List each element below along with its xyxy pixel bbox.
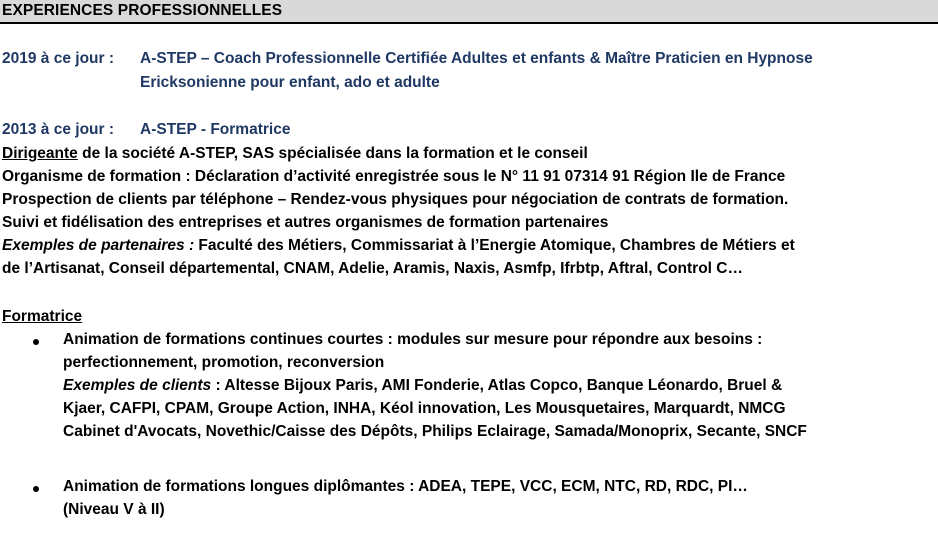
bullet1-line1: Animation de formations continues courtes : modules sur mesure pour répondre aux besoins : (63, 331, 763, 348)
job2-line2: Organisme de formation : Déclaration d’activité enregistrée sous le N° 11 91 07314 91 Région Ile de France (2, 168, 786, 185)
bullet1-clients-line (63, 377, 782, 395)
partners-label: Exemples de partenaires : (2, 237, 195, 254)
bullet1-line2: perfectionnement, promotion, reconversion (63, 354, 385, 371)
job1-period: 2019 à ce jour : (2, 50, 115, 67)
job2-line4: Suivi et fidélisation des entreprises et autres organismes de formation partenaires (2, 214, 609, 231)
section-header-band (0, 0, 938, 24)
bullet2-line2: (Niveau V à II) (63, 501, 165, 518)
bullet2-line1: Animation de formations longues diplômantes : ADEA, TEPE, VCC, ECM, NTC, RD, RDC, PI… (63, 478, 748, 495)
role-description: de la société A-STEP, SAS spécialisée dans la formation et le conseil (77, 145, 588, 162)
job2-partners-line2: de l’Artisanat, Conseil départemental, CNAM, Adelie, Aramis, Naxis, Asmfp, Ifrbtp, Aftral, Control C… (2, 260, 743, 277)
bullet1-line5: Cabinet d'Avocats, Novethic/Caisse des Dépôts, Philips Eclairage, Samada/Monoprix, Secante, SNCF (63, 423, 807, 440)
job1-title-line2: Ericksonienne pour enfant, ado et adulte (140, 74, 440, 91)
bullet-icon (33, 486, 39, 492)
job2-title: A-STEP - Formatrice (140, 121, 291, 138)
job2-line3: Prospection de clients par téléphone – Rendez-vous physiques pour négociation de contrats de formation. (2, 191, 789, 208)
role-label: Dirigeante (2, 145, 78, 162)
bullet-icon (33, 339, 39, 345)
job1-title-line1: A-STEP – Coach Professionnelle Certifiée Adultes et enfants & Maître Praticien en Hypnose (140, 50, 813, 67)
clients-label: Exemples de clients (63, 377, 212, 394)
section-title: EXPERIENCES PROFESSIONNELLES (2, 2, 283, 19)
bullet1-line4: Kjaer, CAFPI, CPAM, Groupe Action, INHA, Kéol innovation, Les Mousquetaires, Marquardt, NMCG (63, 400, 786, 417)
partners-list: Faculté des Métiers, Commissariat à l’Energie Atomique, Chambres de Métiers et (194, 237, 795, 254)
job2-role-line (2, 145, 588, 163)
clients-list: : Altesse Bijoux Paris, AMI Fonderie, Atlas Copco, Banque Léonardo, Bruel & (211, 377, 783, 394)
formatrice-heading: Formatrice (2, 308, 83, 325)
job2-period: 2013 à ce jour : (2, 121, 115, 138)
job2-partners-line (2, 237, 795, 255)
